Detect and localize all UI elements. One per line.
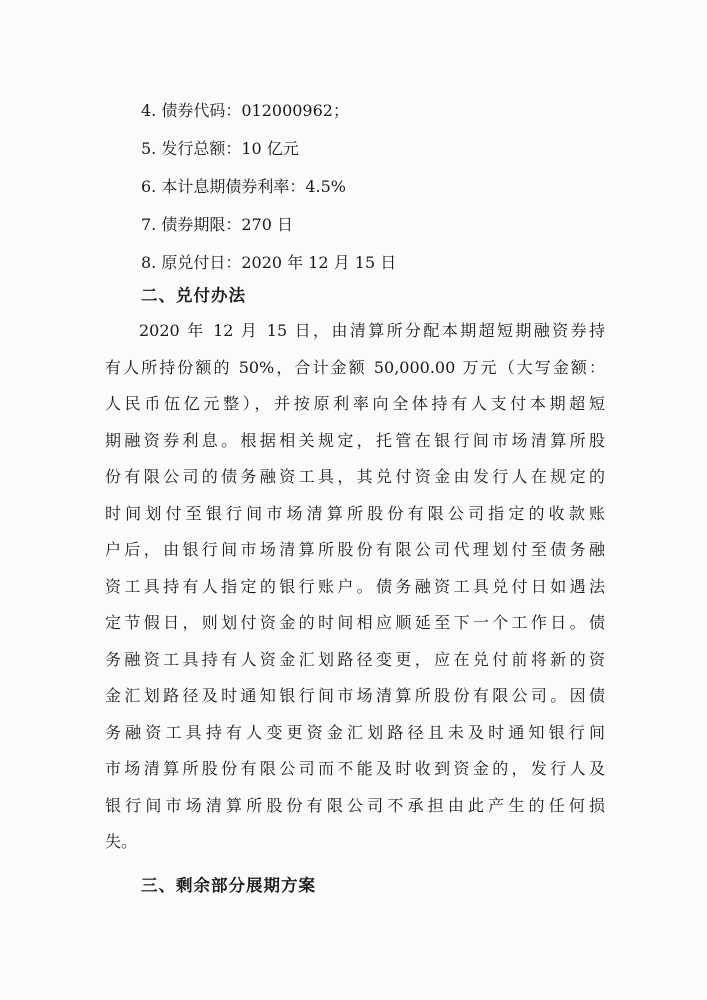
paragraph-line: 资工具持有人指定的银行账户。债务融资工具兑付日如遇法 [105,576,605,596]
list-item-interest-rate: 6. 本计息期债券利率：4.5% [141,177,347,196]
redemption-method-paragraph [105,313,605,861]
paragraph-line: 务融资工具持有人变更资金汇划路径且未及时通知银行间 [105,722,605,742]
paragraph-line: 定节假日，则划付资金的时间相应顺延至下一个工作日。债 [105,613,605,632]
section-heading-redemption-method: 二、兑付办法 [141,286,246,305]
paragraph-line: 人民币伍亿元整），并按原利率向全体持有人支付本期超短 [105,394,605,413]
paragraph-line: 有人所持份额的 50%，合计金额 50,000.00 万元（大写金额： [105,357,605,377]
list-item-original-redemption-date: 8. 原兑付日：2020 年 12 月 15 日 [141,253,397,272]
paragraph-line: 期融资券利息。根据相关规定，托管在银行间市场清算所股 [105,430,605,450]
paragraph-line: 份有限公司的债务融资工具，其兑付资金由发行人在规定的 [105,467,605,486]
paragraph-line: 失。 [105,832,138,851]
paragraph-line: 金汇划路径及时通知银行间市场清算所股份有限公司。因债 [105,686,605,705]
list-item-bond-term: 7. 债券期限：270 日 [141,215,293,234]
list-item-issue-amount: 5. 发行总额：10 亿元 [141,139,299,158]
paragraph-line: 市场清算所股份有限公司而不能及时收到资金的，发行人及 [105,759,605,778]
paragraph-line: 时间划付至银行间市场清算所股份有限公司指定的收款账 [105,503,605,523]
paragraph-line: 银行间市场清算所股份有限公司不承担由此产生的任何损 [105,795,605,815]
section-heading-extension-plan: 三、剩余部分展期方案 [141,876,316,895]
list-item-bond-code: 4. 债券代码：012000962； [141,101,349,120]
paragraph-line: 2020 年 12 月 15 日，由清算所分配本期超短期融资券持 [139,321,605,340]
paragraph-line: 户后，由银行间市场清算所股份有限公司代理划付至债务融 [105,540,605,559]
paragraph-line: 务融资工具持有人资金汇划路径变更，应在兑付前将新的资 [105,649,605,669]
bond-info-list [141,92,621,282]
